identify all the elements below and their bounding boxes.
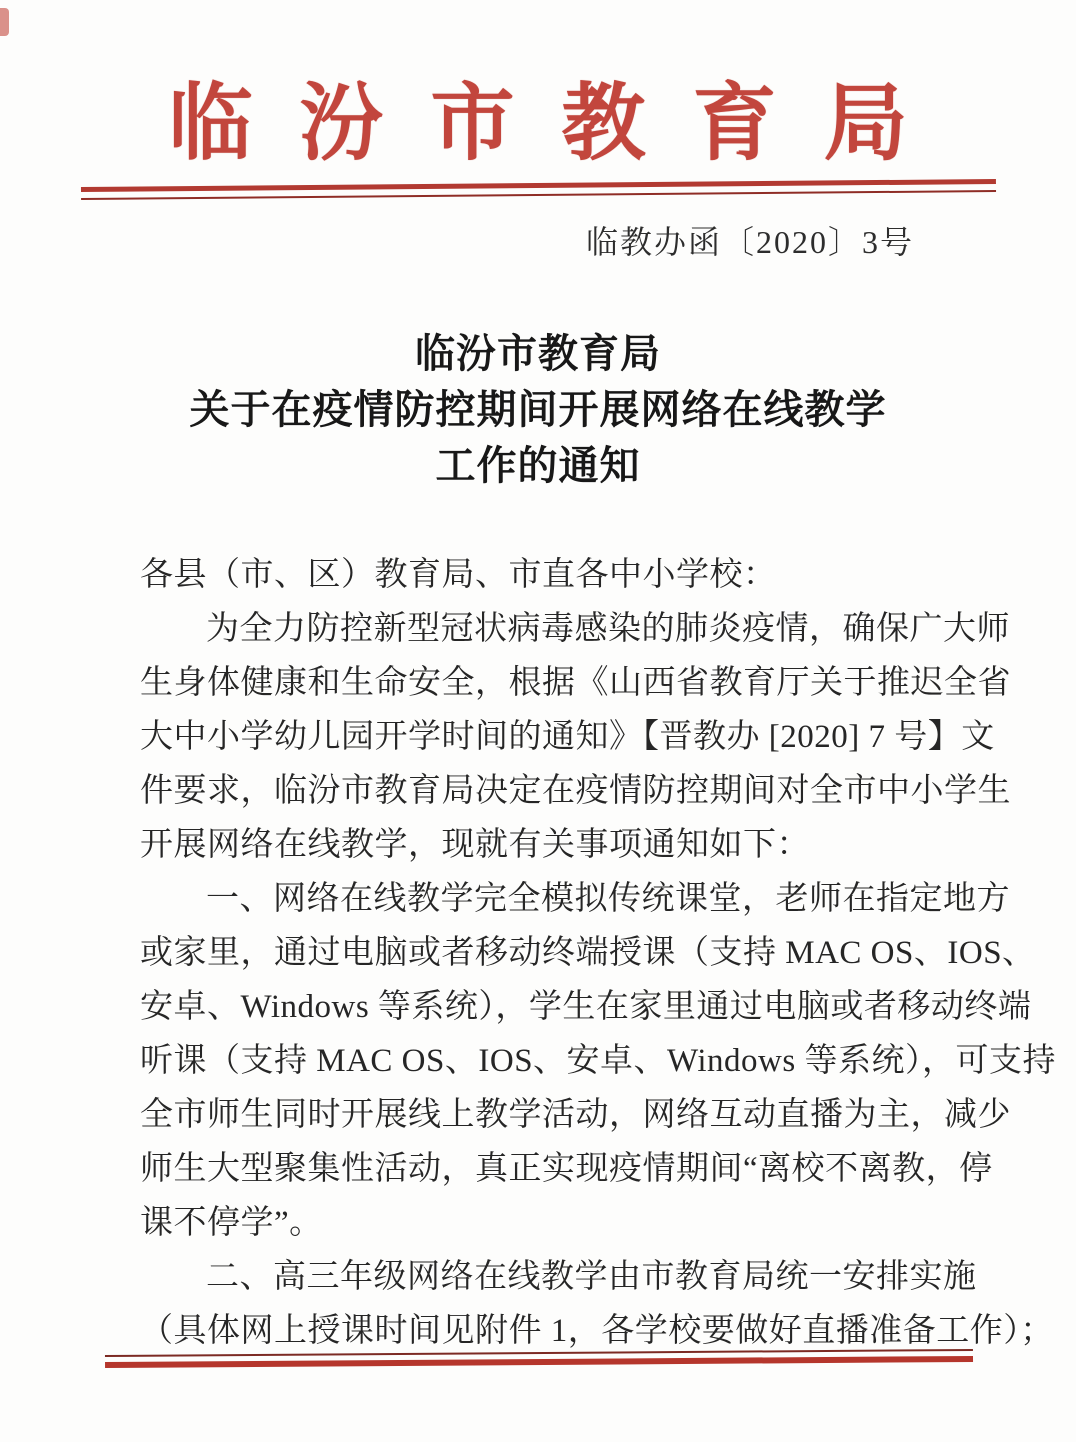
scan-smudge-mark — [0, 8, 9, 36]
document-title-line3: 工作的通知 — [435, 442, 641, 488]
letterhead-org-name: 临汾市教育局 — [168, 78, 955, 171]
body-text-line: 安卓、Windows 等系统），学生在家里通过电脑或者移动终端 — [140, 988, 1032, 1025]
document-number: 临教办函〔2020〕3号 — [585, 223, 914, 260]
body-text-line: 全市师生同时开展线上教学活动，网络互动直播为主，减少 — [140, 1096, 1011, 1133]
body-text-line: 开展网络在线教学，现就有关事项通知如下： — [140, 826, 810, 863]
letterhead — [0, 0, 1076, 262]
footer-rule-thick — [105, 1356, 973, 1368]
document-title-line1: 临汾市教育局 — [415, 330, 661, 376]
body-text-line: 二、高三年级网络在线教学由市教育局统一安排实施 — [206, 1258, 977, 1295]
document-title-line2: 关于在疫情防控期间开展网络在线教学 — [189, 386, 887, 432]
body-text-line: （具体网上授课时间见附件 1，各学校要做好直播准备工作）； — [140, 1312, 1054, 1349]
document-body — [0, 548, 1076, 1358]
document-main — [0, 326, 1076, 1358]
document-title — [0, 326, 1076, 494]
body-text-line: 大中小学幼儿园开学时间的通知》【晋教办 [2020] 7 号】文 — [140, 718, 995, 755]
body-text-line: 听课（支持 MAC OS、IOS、安卓、Windows 等系统），可支持 — [140, 1042, 1056, 1079]
body-text-line: 师生大型聚集性活动，真正实现疫情期间“离校不离教，停 — [140, 1150, 993, 1187]
body-text-line: 或家里，通过电脑或者移动终端授课（支持 MAC OS、IOS、 — [140, 934, 1036, 971]
body-text-line: 各县（市、区）教育局、市直各中小学校： — [140, 556, 777, 593]
letterhead-double-rule — [80, 179, 995, 200]
body-text-line: 为全力防控新型冠状病毒感染的肺炎疫情，确保广大师 — [206, 610, 1010, 647]
body-text-line: 一、网络在线教学完全模拟传统课堂，老师在指定地方 — [206, 880, 1010, 917]
body-text-line: 生身体健康和生命安全，根据《山西省教育厅关于推迟全省 — [140, 664, 1011, 701]
body-text-line: 课不停学”。 — [140, 1204, 323, 1241]
letterhead-rule-thin — [81, 190, 996, 200]
body-text-line: 件要求，临汾市教育局决定在疫情防控期间对全市中小学生 — [140, 772, 1011, 809]
letterhead-rule-thick — [80, 179, 995, 192]
